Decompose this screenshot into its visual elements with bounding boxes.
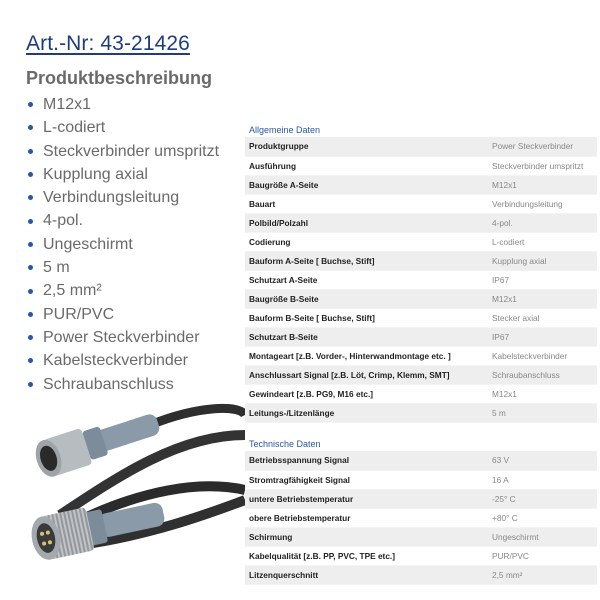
row-value: Steckverbinder umspritzt [488,156,597,175]
bullet-icon [28,289,33,294]
row-value: 5 m [488,403,597,422]
general-data-section [245,123,597,423]
feature-item [26,93,219,116]
row-label: Schirmung [245,527,488,546]
row-label: Stromtragfähigkeit Signal [245,470,488,489]
m12-connector-cable-image [0,395,245,600]
row-value: Ungeschirmt [488,527,597,546]
article-number-link[interactable]: Art.-Nr: 43-21426 [26,32,190,55]
feature-item [26,373,219,396]
row-label: Bauform A-Seite [ Buchse, Stift] [245,251,488,270]
row-label: Bauart [245,194,488,213]
table-row [245,403,597,422]
table-row [245,289,597,308]
table-row [245,156,597,175]
technical-data-section [245,437,597,585]
row-label: Montageart [z.B. Vorder-, Hinterwandmontage etc. ] [245,346,488,365]
table-row [245,546,597,565]
feature-label: 5 m [43,259,70,277]
table-row [245,175,597,194]
feature-item [26,279,219,302]
product-description-heading: Produktbeschreibung [26,68,213,88]
table-row [245,470,597,489]
row-value: M12x1 [488,175,597,194]
row-value: PUR/PVC [488,546,597,565]
row-label: Betriebsspannung Signal [245,451,488,470]
row-label: Kabelqualität [z.B. PP, PVC, TPE etc.] [245,546,488,565]
feature-label: Steckverbinder umspritzt [43,142,220,160]
general-data-title: Allgemeine Daten [249,125,321,135]
bullet-icon [28,125,33,130]
table-row [245,508,597,527]
feature-label: Verbindungsleitung [43,189,180,207]
feature-item [26,256,219,279]
table-row [245,327,597,346]
row-label: Baugröße A-Seite [245,175,488,194]
row-value: Kupplung axial [488,251,597,270]
row-label: Litzenquerschnitt [245,565,488,584]
bullet-icon [28,195,33,200]
bullet-icon [28,149,33,154]
row-value: Stecker axial [488,308,597,327]
row-label: Codierung [245,232,488,251]
row-label: Schutzart B-Seite [245,327,488,346]
feature-list [26,93,219,396]
table-row [245,213,597,232]
row-label: Gewindeart [z.B. PG9, M16 etc.] [245,384,488,403]
table-row [245,384,597,403]
bullet-icon [28,265,33,270]
technical-data-table [245,451,597,585]
table-row [245,451,597,470]
row-value: 2,5 mm² [488,565,597,584]
table-row [245,346,597,365]
bullet-icon [28,102,33,107]
row-label: obere Betriebstemperatur [245,508,488,527]
row-value: M12x1 [488,384,597,403]
feature-item [26,163,219,186]
feature-label: 2,5 mm² [43,282,102,300]
feature-label: Kupplung axial [43,165,148,183]
table-row [245,308,597,327]
feature-label: PUR/PVC [43,305,115,323]
table-row [245,137,597,156]
technical-data-title: Technische Daten [249,439,321,449]
table-row [245,365,597,384]
table-row [245,527,597,546]
row-value: L-codiert [488,232,597,251]
row-value: 16 A [488,470,597,489]
feature-item [26,186,219,209]
feature-label: M12x1 [43,96,92,113]
row-label: Bauform B-Seite [ Buchse, Stift] [245,308,488,327]
row-value: Verbindungsleitung [488,194,597,213]
table-row [245,489,597,508]
feature-label: Schraubanschluss [43,375,174,393]
row-value: Kabelsteckverbinder [488,346,597,365]
row-label: Ausführung [245,156,488,175]
general-data-table [245,137,597,423]
feature-item [26,209,219,232]
feature-item [26,140,219,163]
bullet-icon [28,219,33,224]
table-row [245,251,597,270]
feature-item [26,303,219,326]
bullet-icon [28,382,33,387]
row-label: Leitungs-/Litzenlänge [245,403,488,422]
table-row [245,194,597,213]
bullet-icon [28,358,33,363]
row-label: Produktgruppe [245,137,488,156]
feature-item [26,326,219,349]
row-label: Schutzart A-Seite [245,270,488,289]
feature-label: Ungeschirmt [43,235,133,253]
table-row [245,232,597,251]
row-value: 63 V [488,451,597,470]
row-label: Polbild/Polzahl [245,213,488,232]
row-value: Schraubanschluss [488,365,597,384]
bullet-icon [28,242,33,247]
row-value: IP67 [488,270,597,289]
row-label: Anschlussart Signal [z.B. Löt, Crimp, Klemm, SMT] [245,365,488,384]
row-value: -25° C [488,489,597,508]
feature-label: Kabelsteckverbinder [43,352,188,370]
bullet-icon [28,335,33,340]
feature-label: Power Steckverbinder [43,328,200,346]
feature-label: 4-pol. [43,212,84,230]
table-row [245,270,597,289]
feature-label: L-codiert [43,119,106,137]
bullet-icon [28,172,33,177]
bullet-icon [28,312,33,317]
table-row [245,565,597,584]
row-label: Baugröße B-Seite [245,289,488,308]
row-label: untere Betriebstemperatur [245,489,488,508]
row-value: IP67 [488,327,597,346]
row-value: Power Steckverbinder [488,137,597,156]
feature-item [26,233,219,256]
row-value: M12x1 [488,289,597,308]
row-value: +80° C [488,508,597,527]
feature-item [26,116,219,139]
feature-item [26,349,219,372]
row-value: 4-pol. [488,213,597,232]
